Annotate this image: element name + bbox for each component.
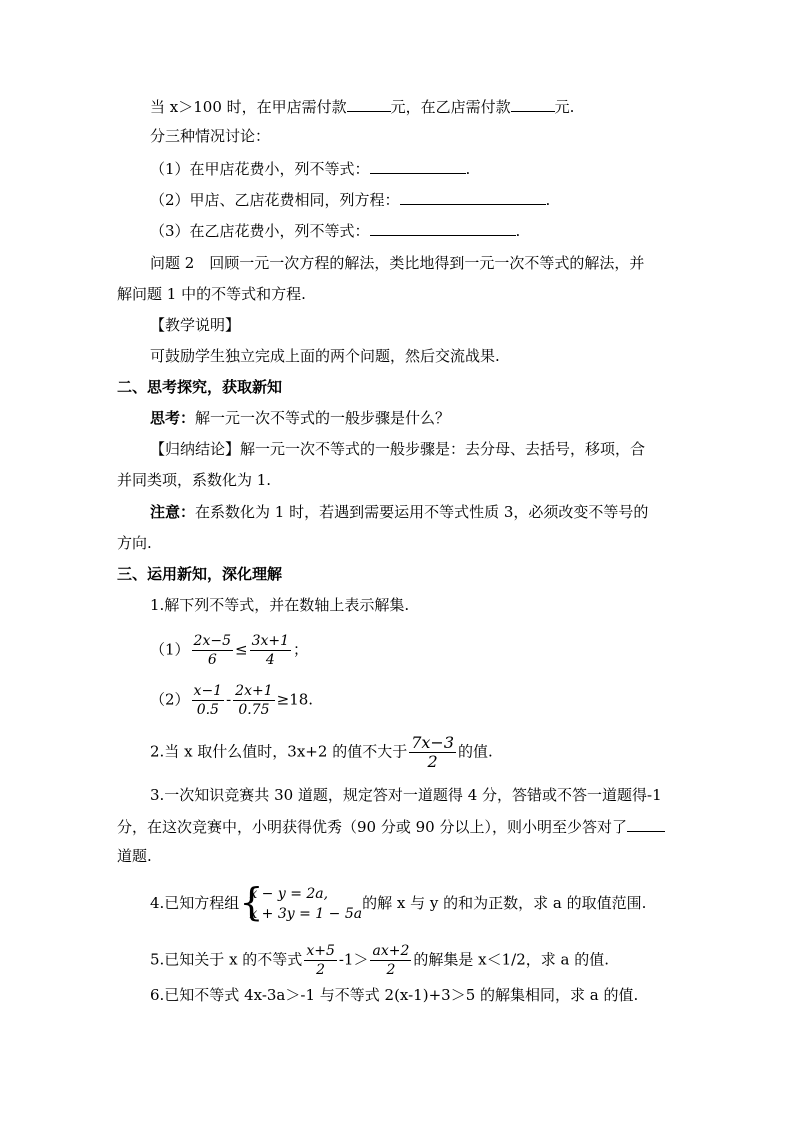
exercise-3: 3.一次知识竞赛共 30 道题，规定答对一道题得 4 分，答错或不答一道题得-1 bbox=[150, 786, 662, 804]
fraction: $\frac{3x+1}{4}$ bbox=[251, 633, 290, 668]
case-1: （1）在甲店花费小，列不等式： . bbox=[150, 160, 471, 178]
answer-blank bbox=[511, 96, 555, 112]
exercise-5: 5.已知关于 x 的不等式 $\frac{x+5}{2}$ -1＞ $\frac{ax+2}{2}$ 的解集是 x＜1/2，求 a 的值. bbox=[150, 943, 609, 978]
fraction: $\frac{7x-3}{2}$ bbox=[411, 733, 454, 771]
answer-blank bbox=[627, 816, 665, 832]
fraction: $\frac{2x+1}{0.75}$ bbox=[235, 683, 273, 718]
fraction: $\frac{x-1}{0.5}$ bbox=[193, 683, 223, 718]
paragraph-price-compare: 当 x＞100 时，在甲店需付款 元，在乙店需付款 元. bbox=[150, 98, 575, 116]
case-3: （3）在乙店花费小，列不等式： . bbox=[150, 222, 521, 240]
section-heading-2: 二、思考探究，获取新知 bbox=[117, 378, 283, 396]
exercise-6: 6.已知不等式 4x-3a＞-1 与不等式 2(x-1)+3＞5 的解集相同，求 a 的值. bbox=[150, 986, 639, 1004]
case-2: （2）甲店、乙店花费相同，列方程： . bbox=[150, 191, 551, 209]
fraction: $\frac{2x-5}{6}$ bbox=[193, 633, 231, 668]
problem-2-cont: 解问题 1 中的不等式和方程. bbox=[117, 285, 306, 303]
answer-blank bbox=[370, 220, 516, 236]
answer-blank bbox=[347, 96, 391, 112]
exercise-1-part-1: （1） $\frac{2x-5}{6}$ ≤ $\frac{3x+1}{4}$ ； bbox=[150, 633, 309, 668]
think-question: 思考：解一元一次不等式的一般步骤是什么？ bbox=[150, 409, 451, 427]
exercise-3-cont: 分，在这次竞赛中，小明获得优秀（90 分或 90 分以上），则小明至少答对了 bbox=[117, 816, 665, 837]
paragraph-three-cases: 分三种情况讨论： bbox=[150, 127, 271, 145]
exercise-2: 2.当 x 取什么值时，3x+2 的值不大于 $\frac{7x-3}{2}$ 的值. bbox=[150, 733, 493, 771]
answer-blank bbox=[370, 158, 466, 174]
attention-note-cont: 方向. bbox=[117, 534, 152, 552]
teaching-note-heading: 【教学说明】 bbox=[150, 316, 241, 334]
answer-blank bbox=[400, 189, 546, 205]
exercise-1: 1.解下列不等式，并在数轴上表示解集. bbox=[150, 596, 410, 614]
section-heading-3: 三、运用新知，深化理解 bbox=[117, 565, 283, 583]
conclusion-cont: 并同类项，系数化为 1. bbox=[117, 471, 272, 489]
exercise-4: 4.已知方程组 { x − y = 2a, x + 3y = 1 − 5a 的解 x 与 y 的和为正数，求 a 的取值范围. bbox=[150, 880, 647, 924]
equation-system: { x − y = 2a, x + 3y = 1 − 5a bbox=[239, 880, 363, 924]
fraction: $\frac{ax+2}{2}$ bbox=[372, 943, 410, 978]
teaching-note-text: 可鼓励学生独立完成上面的两个问题，然后交流战果. bbox=[150, 347, 500, 365]
conclusion: 【归纳结论】解一元一次不等式的一般步骤是：去分母、去括号，移项，合 bbox=[150, 440, 646, 458]
fraction: $\frac{x+5}{2}$ bbox=[306, 943, 335, 978]
exercise-1-part-2: （2） $\frac{x-1}{0.5}$ - $\frac{2x+1}{0.75}$ ≥18. bbox=[150, 683, 314, 718]
exercise-3-end: 道题. bbox=[117, 847, 152, 865]
attention-note: 注意：在系数化为 1 时，若遇到需要运用不等式性质 3，必须改变不等号的 bbox=[150, 503, 649, 521]
problem-2: 问题 2 回顾一元一次方程的解法，类比地得到一元一次不等式的解法，并 bbox=[150, 254, 645, 272]
left-brace-icon: { bbox=[239, 880, 264, 924]
